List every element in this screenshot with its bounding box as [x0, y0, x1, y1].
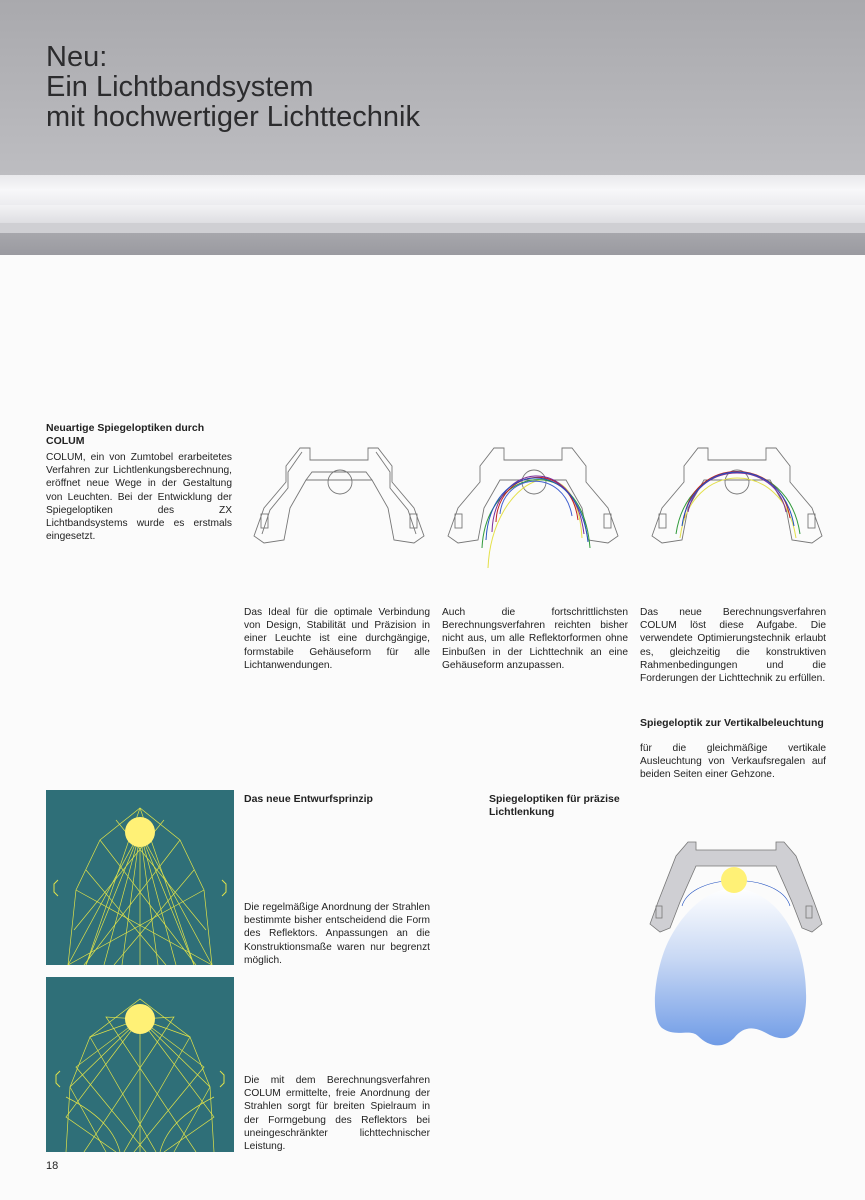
- design-heading: Das neue Entwurfsprinzip: [244, 793, 373, 805]
- ray-diagram-colum: [46, 977, 234, 1152]
- intro-body: COLUM, ein von Zumtobel erarbeitetes Verfahren zur Lichtlenkungsberechnung, eröffnet neue Wege in der Gestaltung von Leuchten. Bei der Entwicklung der Spiegeloptiken des ZX Lichtbandsystems wurde es erstmals eingesetzt.: [46, 452, 232, 543]
- title-line-3: mit hochwertiger Lichttechnik: [46, 101, 420, 133]
- page-number: 18: [46, 1160, 59, 1172]
- housing-diagram-colum: [640, 438, 840, 578]
- caption-col1: Das Ideal für die optimale Verbindung von Design, Stabilität und Präzision in einer Leuchte ist eine durchgängige, formstabile Gehäuseform für alle Lichtanwendungen.: [244, 607, 430, 671]
- luminaire-strip: [0, 223, 865, 233]
- mirror-heading: Spiegeloptiken für präzise Lichtlenkung: [489, 793, 620, 818]
- vertical-beam-illustration: [636, 832, 836, 1060]
- housing-diagram-plain: [244, 438, 434, 578]
- design-text-colum: Die mit dem Berechnungsverfahren COLUM ermittelte, freie Anordnung der Strahlen sorgt für breiten Spielraum in der Formgebung des Reflektors bei uneingeschränkter lichttechnischer Leistung.: [244, 1075, 430, 1153]
- intro-heading: Neuartige Spiegeloptiken durch COLUM: [46, 422, 205, 447]
- caption-col3: Das neue Berechnungsverfahren COLUM löst diese Aufgabe. Die verwendete Optimierungstechnik erlaubt es, gleichzeitig die konstruktiven Rahmenbedingungen und die Forderungen der Lichttechnik zu erfüllen.: [640, 607, 826, 685]
- page-title: [46, 42, 420, 132]
- luminaire-strip: [0, 175, 865, 189]
- luminaire-strip: [0, 233, 865, 255]
- design-text-regular: Die regelmäßige Anordnung der Strahlen bestimmte bisher entscheidend die Form des Reflektors. Anpassungen an die Konstruktionsmaße waren nur begrenzt möglich.: [244, 902, 430, 966]
- luminaire-strip: [0, 205, 865, 223]
- title-line-1: Neu:: [46, 41, 108, 73]
- title-line-2: Ein Lichtbandsystem: [46, 71, 314, 103]
- vertical-body: für die gleichmäßige vertikale Ausleuchtung von Verkaufsregalen auf beiden Seiten einer Gehzone.: [640, 743, 826, 781]
- vertical-heading: Spiegeloptik zur Vertikalbeleuchtung: [640, 717, 824, 729]
- luminaire-strip: [0, 189, 865, 205]
- housing-diagram-conventional: [432, 438, 636, 578]
- caption-col2: Auch die fortschrittlichsten Berechnungsverfahren reichten bisher nicht aus, um alle Reflektorformen ohne Einbußen in der Lichttechnik an eine Gehäuseform anzupassen.: [442, 607, 628, 671]
- ray-diagram-regular: [46, 790, 234, 965]
